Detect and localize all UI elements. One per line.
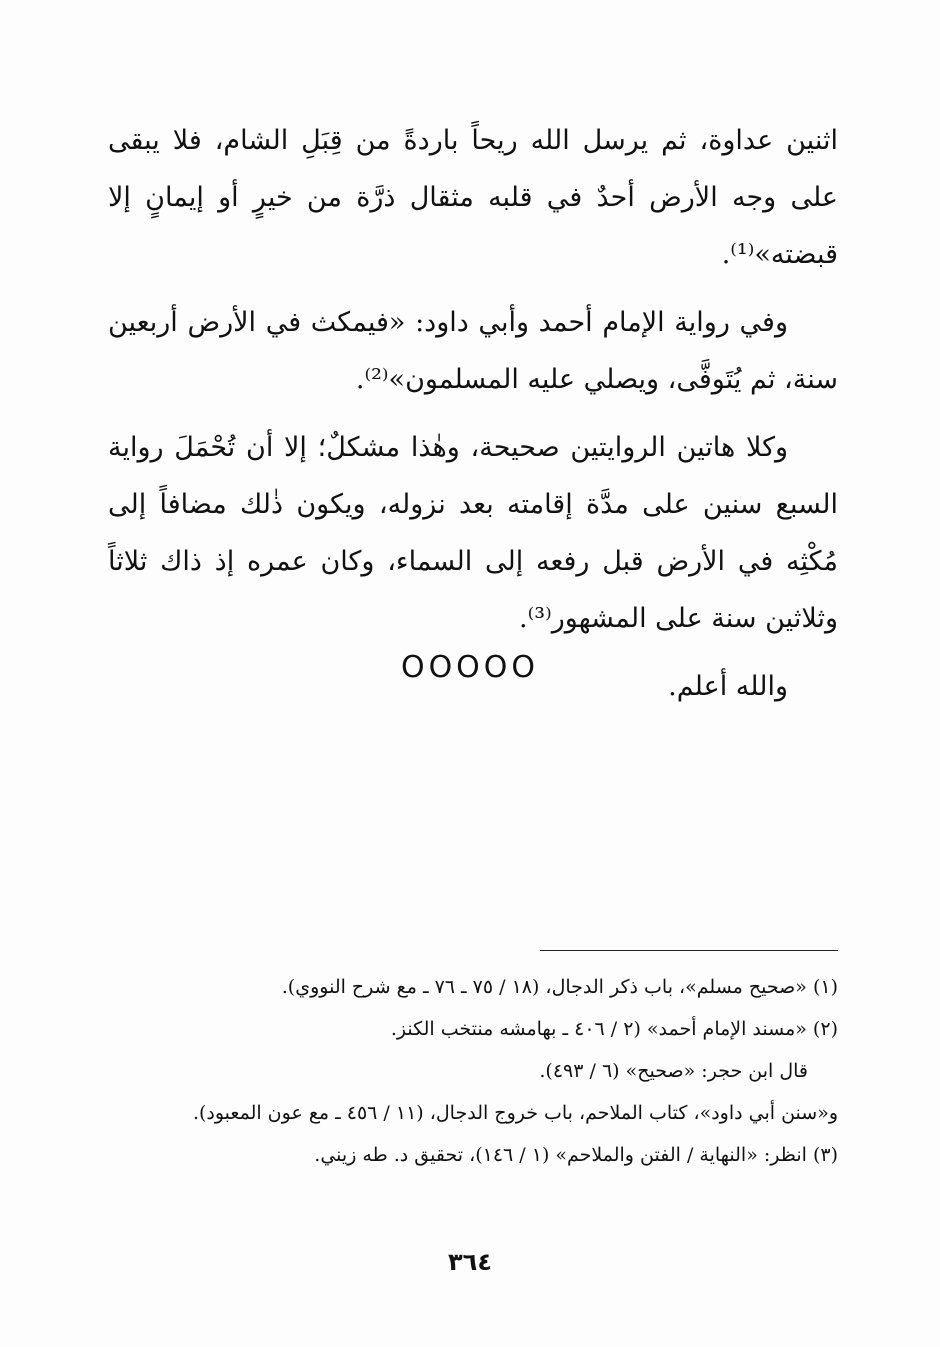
paragraph-1: اثنين عداوة، ثم يرسل الله ريحاً باردةً من قِبَلِ الشام، فلا يبقى على وجه الأرض أحدٌ في قلبه مثقال ذرَّة من خيرٍ أو إيمانٍ إلا قبضته»⁽¹⁾.	[108, 125, 838, 270]
footnotes	[108, 966, 838, 1176]
closing-phrase: والله أعلم.	[668, 671, 788, 702]
footnote-2: (٢) «مسند الإمام أحمد» (٢ / ٤٠٦ ـ بهامشه منتخب الكنز.	[390, 1018, 838, 1040]
main-text	[108, 112, 838, 726]
footnote-divider	[540, 950, 838, 951]
section-separator: OOOOO	[400, 650, 540, 685]
footnote-3: (٣) انظر: «النهاية / الفتن والملاحم» (١ / ١٤٦)، تحقيق د. طه زيني.	[314, 1144, 838, 1166]
page-number: ٣٦٤	[448, 1248, 492, 1276]
footnote-2-reference: و«سنن أبي داود»، كتاب الملاحم، باب خروج الدجال، (١١ / ٤٥٦ ـ مع عون المعبود).	[192, 1102, 838, 1124]
paragraph-2: وفي رواية الإمام أحمد وأبي داود: «فيمكث في الأرض أربعين سنة، ثم يُتَوفَّى، ويصلي عليه المسلمون»⁽²⁾.	[108, 307, 838, 395]
footnote-2-continuation: قال ابن حجر: «صحيح» (٦ / ٤٩٣).	[539, 1060, 808, 1082]
footnote-1: (١) «صحيح مسلم»، باب ذكر الدجال، (١٨ / ٧٥ ـ ٧٦ ـ مع شرح النووي).	[281, 976, 838, 998]
paragraph-3: وكلا هاتين الروايتين صحيحة، وهٰذا مشكلٌ؛ إلا أن تُحْمَلَ رواية السبع سنين على مدَّة إقامته بعد نزوله، ويكون ذٰلك مضافاً إلى مُكْثِه في الأرض قبل رفعه إلى السماء، وكان عمره إذ ذاك ثلاثاً وثلاثين سنة على المشهور⁽³⁾.	[108, 432, 838, 634]
